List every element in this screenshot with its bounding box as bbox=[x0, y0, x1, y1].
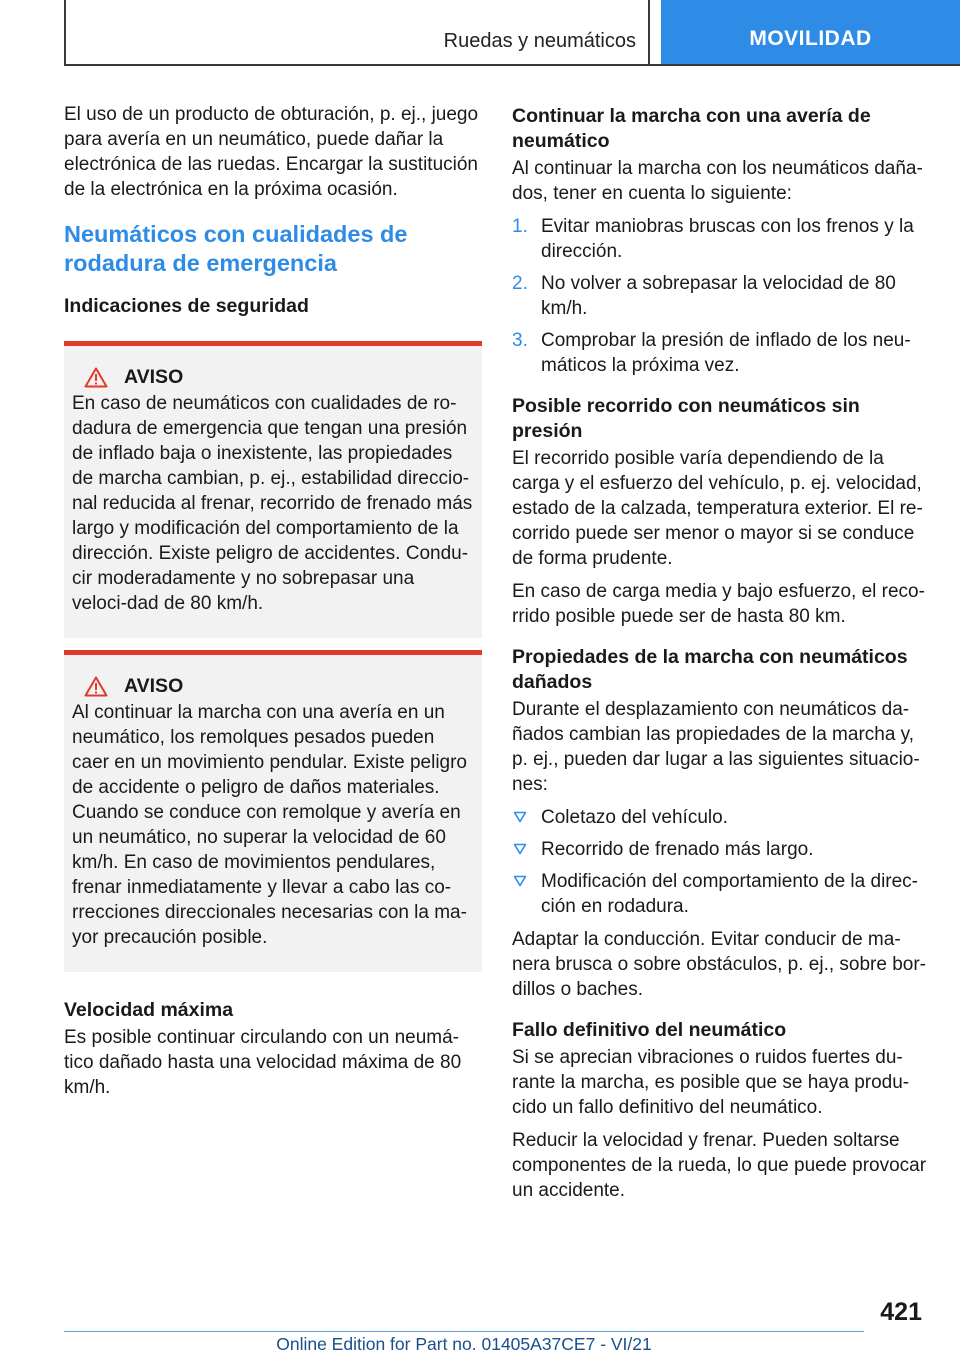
header-mid-rule bbox=[648, 0, 650, 66]
properties-text: Durante el desplazamiento con neumáticos da-ñados cambian las propiedades de la marcha y, p. ej., pueden dar lugar a las siguientes situacio-nes: bbox=[512, 699, 920, 795]
steps-list bbox=[512, 214, 930, 378]
warning-title bbox=[84, 675, 474, 698]
bullet-list bbox=[512, 805, 930, 919]
list-item bbox=[512, 869, 930, 919]
list-item bbox=[512, 271, 930, 321]
section-title: Ruedas y neumáticos bbox=[443, 30, 636, 52]
triangle-bullet-icon bbox=[513, 843, 527, 855]
range-text: En caso de carga media y bajo esfuerzo, el reco-rrido posible puede ser de hasta 80 km. bbox=[512, 581, 925, 627]
failure-text: Reducir la velocidad y frenar. Pueden soltarse componentes de la rueda, lo que puede provocar un accidente. bbox=[512, 1130, 927, 1201]
continue-heading: Continuar la marcha con una avería de neumático bbox=[512, 105, 871, 152]
page-number: 421 bbox=[880, 1298, 922, 1326]
step-text: No volver a sobrepasar la velocidad de 80 km/h. bbox=[541, 273, 896, 319]
warning-triangle-icon bbox=[84, 367, 108, 388]
footer-rule bbox=[64, 1331, 864, 1332]
failure-text: Si se aprecian vibraciones o ruidos fuertes du-rante la marcha, es posible que se haya produ-cido un fallo definitivo del neumático. bbox=[512, 1047, 910, 1118]
warning-text: Al continuar la marcha con una avería en un neumático, los remolques pesados pueden caer en un movimiento pendular. Existe peligro de accidente o peligro de daños materiales. Cuando se conduce con remolque y avería en un neumático, no superar la velocidad de 60 km/h. En caso de movimientos pendulares, frenar inmediatamente y llevar a cabo las co-rrecciones direccionales necesarias con la ma-yor precaución posible. bbox=[72, 702, 468, 948]
header-left-rule bbox=[64, 0, 66, 66]
edition-link[interactable]: Online Edition for Part no. 01405A37CE7 - VI/21 bbox=[276, 1334, 652, 1354]
bullet-text: Modificación del comportamiento de la direc-ción en rodadura. bbox=[541, 871, 919, 917]
bullet-text: Recorrido de frenado más largo. bbox=[541, 839, 814, 860]
properties-heading: Propiedades de la marcha con neumáticos dañados bbox=[512, 646, 908, 693]
list-item bbox=[512, 214, 930, 264]
continue-text: Al continuar la marcha con los neumáticos daña-dos, tener en cuenta lo siguiente: bbox=[512, 158, 923, 204]
section-heading: Neumáticos con cualidades de rodadura de emergencia bbox=[64, 221, 408, 276]
step-text: Evitar maniobras bruscas con los frenos y la dirección. bbox=[541, 216, 914, 262]
list-item bbox=[512, 837, 930, 862]
step-number: 1. bbox=[512, 216, 528, 237]
right-column bbox=[512, 102, 930, 1211]
warning-text: En caso de neumáticos con cualidades de ro-dadura de emergencia que tengan una presión de inflado baja o inexistente, las propiedades de marcha cambian, p. ej., estabilidad direccio-nal reducida al frenar, recorrido de frenado más largo y modificación del comportamiento de la dirección. Existe peligro de accidentes. Condu-cir moderadamente y no sobrepasar una veloci-dad de 80 km/h. bbox=[72, 393, 473, 614]
left-column bbox=[64, 102, 482, 1108]
header-rule bbox=[64, 64, 960, 66]
bullet-text: Coletazo del vehículo. bbox=[541, 807, 728, 828]
warning-title bbox=[84, 366, 474, 389]
list-item bbox=[512, 805, 930, 830]
warning-box bbox=[64, 341, 482, 638]
triangle-bullet-icon bbox=[513, 875, 527, 887]
safety-heading: Indicaciones de seguridad bbox=[64, 295, 309, 317]
max-speed-heading: Velocidad máxima bbox=[64, 999, 234, 1021]
intro-paragraph: El uso de un producto de obturación, p. ej., juego para avería en un neumático, puede dañar la electrónica de las ruedas. Encargar la sustitución de la electrónica en la próxima ocasión. bbox=[64, 104, 479, 200]
warning-triangle-icon bbox=[84, 676, 108, 697]
list-item bbox=[512, 328, 930, 378]
warning-box bbox=[64, 650, 482, 972]
triangle-bullet-icon bbox=[513, 811, 527, 823]
step-number: 2. bbox=[512, 273, 528, 294]
chapter-tab[interactable]: MOVILIDAD bbox=[661, 0, 960, 64]
warning-label: AVISO bbox=[124, 675, 184, 697]
max-speed-text: Es posible continuar circulando con un neumá-tico dañado hasta una velocidad máxima de 80 km/h. bbox=[64, 1027, 462, 1098]
step-number: 3. bbox=[512, 330, 528, 351]
warning-label: AVISO bbox=[124, 366, 184, 388]
properties-text: Adaptar la conducción. Evitar conducir de ma-nera brusca o sobre obstáculos, p. ej., sobre bor-dillos o baches. bbox=[512, 929, 927, 1000]
range-heading: Posible recorrido con neumáticos sin presión bbox=[512, 395, 860, 442]
failure-heading: Fallo definitivo del neumático bbox=[512, 1019, 787, 1041]
step-text: Comprobar la presión de inflado de los neu-máticos la próxima vez. bbox=[541, 330, 911, 376]
range-text: El recorrido posible varía dependiendo de la carga y el esfuerzo del vehículo, p. ej. velocidad, estado de la calzada, temperatura exterior. El re-corrido puede ser menor o mayor si se conduce de forma prudente. bbox=[512, 448, 923, 569]
